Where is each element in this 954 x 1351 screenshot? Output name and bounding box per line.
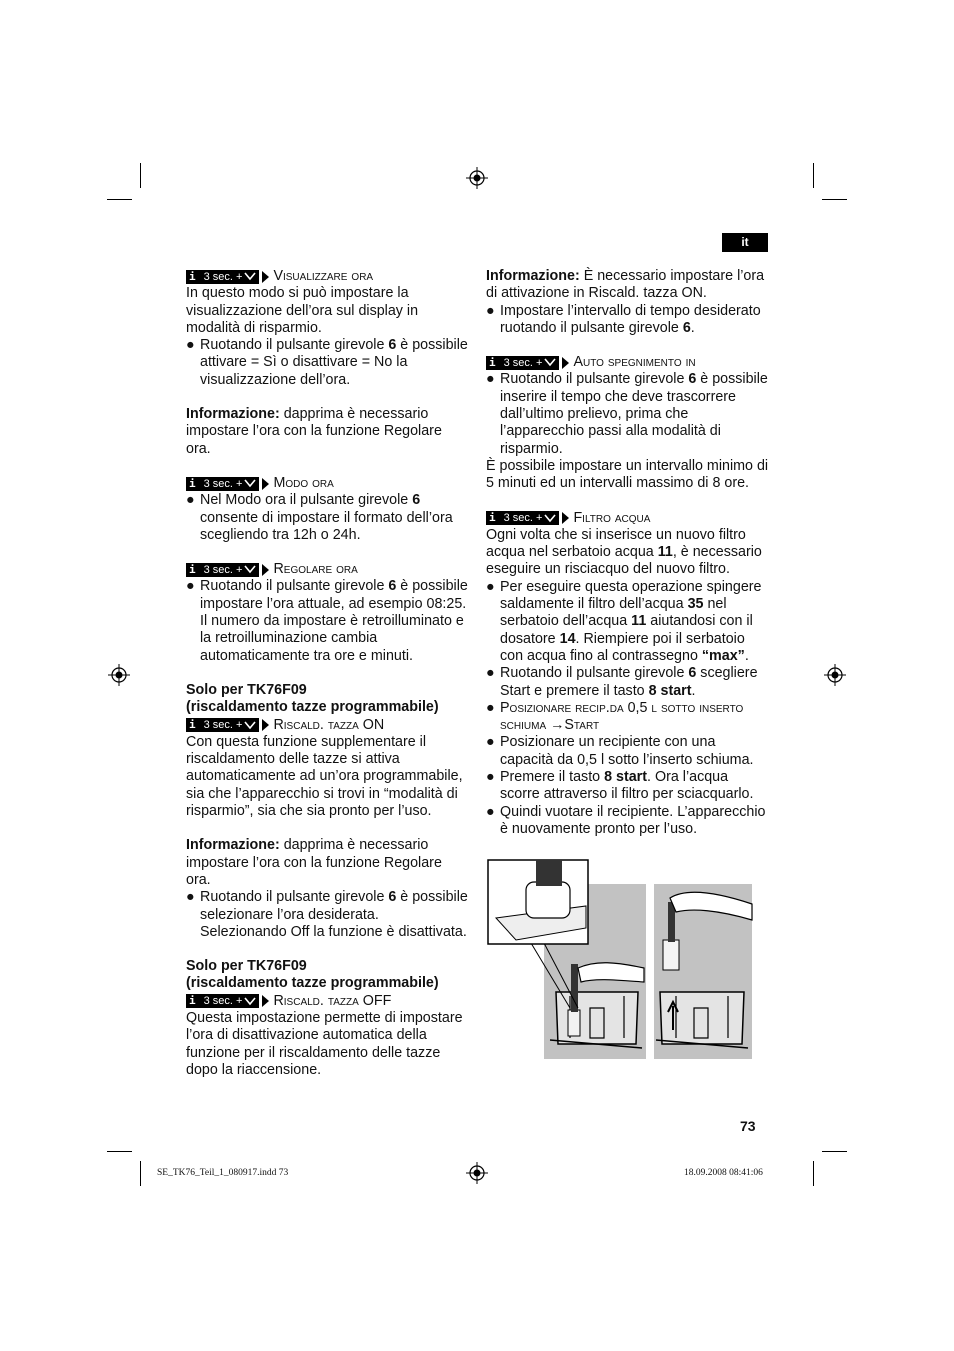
section-header — [186, 561, 468, 578]
crop-mark — [140, 163, 141, 188]
section-header — [186, 717, 468, 734]
crop-mark — [822, 1151, 847, 1152]
arrow-right-icon — [262, 271, 269, 283]
chevron-down-icon — [244, 565, 256, 574]
registration-mark-icon — [824, 664, 846, 686]
filter-installation-illustration — [486, 858, 754, 1060]
model-note: (riscaldamento tazze programmabile) — [186, 699, 439, 716]
paragraph: È possibile impostare un intervallo minimo di 5 minuti ed un intervalli massimo di 8 ore. — [486, 457, 769, 492]
footer-file: SE_TK76_Teil_1_080917.indd 73 — [157, 1168, 289, 1178]
registration-mark-icon — [466, 1162, 488, 1184]
registration-mark-icon — [108, 664, 130, 686]
bullet-item: ● Ruotando il pulsante girevole 6 è possibile selezionare l’ora desiderata. Selezionando Off la funzione è disattivata. — [186, 889, 468, 940]
bullet-item: ● Quindi vuotare il recipiente. L’apparecchio è nuovamente pronto per l’uso. — [486, 803, 766, 837]
paragraph: Con questa funzione supplementare il riscaldamento delle tazze si attiva automaticamente ad un’ora programmabile, sia che l’apparecchio si trovi in “modalità di risparmio”, sia che sia pronto per l’uso. — [186, 733, 463, 820]
section-title: Regolare ora — [273, 561, 358, 578]
paragraph: In questo modo si può impostare la visualizzazione dell’ora sul display in modalità di risparmio. — [186, 285, 419, 336]
crop-mark — [107, 1151, 132, 1152]
chevron-down-icon — [544, 514, 556, 523]
arrow-right-icon — [262, 478, 269, 490]
info-badge: i 3 sec. + — [186, 718, 259, 732]
crop-mark — [140, 1161, 141, 1186]
paragraph: Questa impostazione permette di impostare l’ora di disattivazione automatica della funzione per il riscaldamento delle tazze dopo la riaccensione. — [186, 1009, 463, 1078]
crop-mark — [813, 1161, 814, 1186]
chevron-down-icon — [244, 721, 256, 730]
info-badge: i 3 sec. + — [486, 511, 559, 525]
chevron-down-icon — [244, 479, 256, 488]
arrow-right-icon — [562, 512, 569, 524]
section-title: Riscald. tazza ON — [273, 716, 385, 733]
info-badge: i 3 sec. + — [186, 994, 259, 1008]
section-header — [186, 268, 468, 285]
bullet-item: ● Ruotando il pulsante girevole 6 scegliere Start e premere il tasto 8 start. — [486, 665, 758, 699]
language-tab: it — [722, 233, 768, 252]
right-column — [486, 268, 770, 838]
info-badge: i 3 sec. + — [186, 270, 259, 284]
bullet-item: ● Ruotando il pulsante girevole 6 è possibile impostare l’ora attuale, ad esempio 08:25. Il numero da impostare è retroilluminato e la retroilluminazione cambia automaticamente tra ore e minuti. — [186, 578, 468, 664]
chevron-down-icon — [244, 997, 256, 1006]
info-note: Informazione: È necessario impostare l’ora di attivazione in Riscald. tazza ON. — [486, 268, 765, 302]
left-column — [186, 268, 468, 1079]
bullet-item: ● Ruotando il pulsante girevole 6 è possibile inserire il tempo che deve trascorrere dall’ultimo prelievo, prima che l’apparecchio passi alla modalità di risparmio. — [486, 371, 768, 457]
footer-datetime: 18.09.2008 08:41:06 — [684, 1168, 763, 1178]
bullet-item: ● Posizionare recip.da 0,5 l sotto inserto schiuma →Start — [486, 699, 744, 734]
info-note: Informazione: dapprima è necessario impostare l’ora con la funzione Regolare ora. — [186, 837, 442, 888]
chevron-down-icon — [244, 272, 256, 281]
info-badge: i 3 sec. + — [186, 563, 259, 577]
bullet-item: ● Posizionare un recipiente con una capacità da 0,5 l sotto l’inserto schiuma. — [486, 734, 754, 768]
bullet-item: ● Impostare l’intervallo di tempo desiderato ruotando il pulsante girevole 6. — [486, 302, 761, 336]
section-header — [186, 475, 468, 492]
section-title: Modo ora — [273, 474, 334, 491]
crop-mark — [813, 163, 814, 188]
model-note: Solo per TK76F09 — [186, 958, 307, 975]
arrow-right-icon — [262, 719, 269, 731]
bullet-item: ● Premere il tasto 8 start. Ora l’acqua scorre attraverso il filtro per sciacquarlo. — [486, 769, 754, 803]
bullet-item: ● Nel Modo ora il pulsante girevole 6 consente di impostare il formato dell’ora scegliendo tra 12h o 24h. — [186, 492, 453, 543]
info-note: Informazione: dapprima è necessario impostare l’ora con la funzione Regolare ora. — [186, 406, 442, 457]
crop-mark — [107, 199, 132, 200]
crop-mark — [822, 199, 847, 200]
registration-mark-icon — [466, 167, 488, 189]
section-header — [486, 510, 770, 527]
section-title: Auto spegnimento in — [573, 354, 696, 371]
bullet-item: ● Ruotando il pulsante girevole 6 è possibile attivare = Sì o disattivare = No la visualizzazione dell’ora. — [186, 337, 468, 388]
section-title: Visualizzare ora — [273, 268, 374, 284]
arrow-right-icon — [562, 357, 569, 369]
arrow-right-icon — [262, 995, 269, 1007]
info-badge: i 3 sec. + — [186, 477, 259, 491]
section-header — [486, 354, 770, 371]
page-number: 73 — [740, 1118, 756, 1134]
model-note: (riscaldamento tazze programmabile) — [186, 975, 439, 992]
section-title: Filtro acqua — [573, 509, 651, 526]
info-badge: i 3 sec. + — [486, 356, 559, 370]
model-note: Solo per TK76F09 — [186, 681, 307, 698]
section-title: Riscald. tazza OFF — [273, 992, 392, 1009]
chevron-down-icon — [544, 358, 556, 367]
arrow-right-icon — [262, 564, 269, 576]
section-header — [186, 993, 468, 1010]
paragraph: Ogni volta che si inserisce un nuovo filtro acqua nel serbatoio acqua 11, è necessario eseguire un risciacquo del nuovo filtro. — [486, 526, 762, 578]
bullet-item: ● Per eseguire questa operazione spingere saldamente il filtro dell’acqua 35 nel serbatoio dell’acqua 11 aiutandosi con il dosatore 14. Riempiere poi il serbatoio con acqua fino al contrassegno “max”. — [486, 578, 762, 664]
